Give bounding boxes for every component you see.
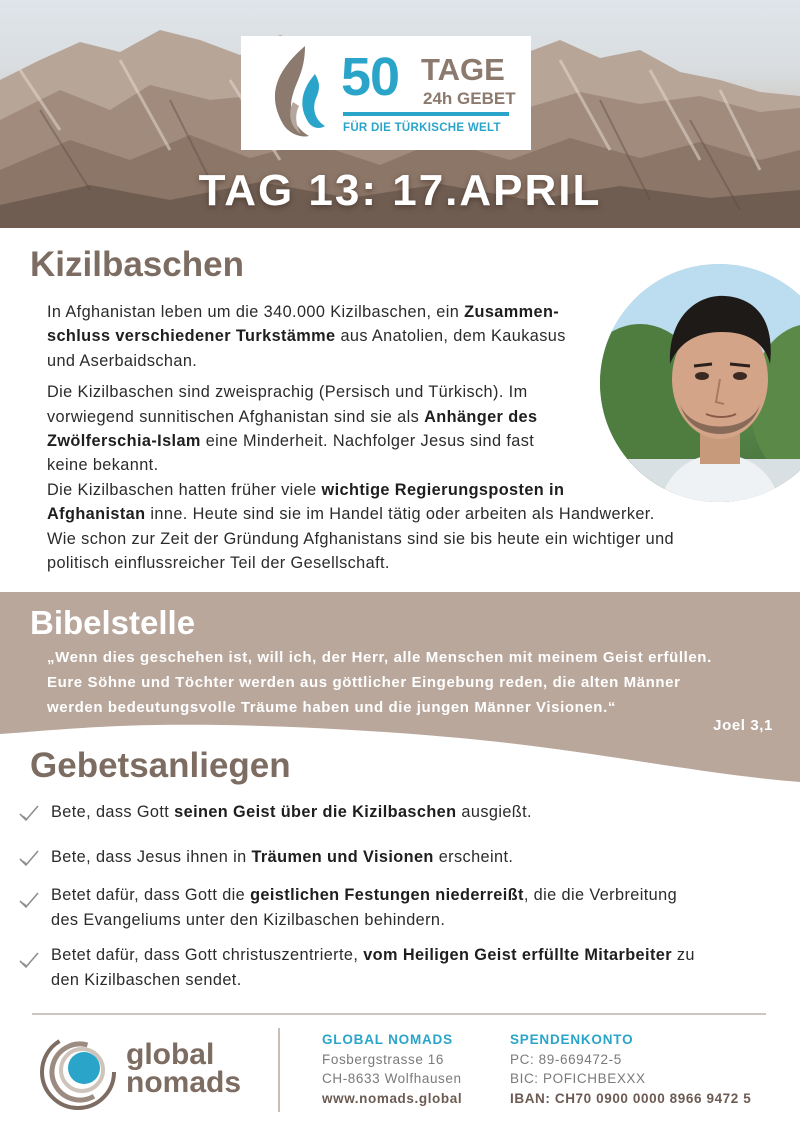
bible-quote	[47, 645, 797, 720]
checkmark-icon	[18, 849, 40, 867]
bold-span: Afghanistan	[47, 505, 146, 524]
text-span: Bete, dass Jesus ihnen in	[51, 848, 252, 866]
bible-reference: Joel 3,1	[713, 717, 773, 734]
bold-span: Zusammen-	[464, 303, 560, 321]
donation-pc: PC: 89-669472-5	[510, 1051, 622, 1067]
donation-heading: SPENDENKONTO	[510, 1032, 634, 1047]
logo-subtitle: FÜR DIE TÜRKISCHE WELT	[343, 122, 501, 134]
org-heading: GLOBAL NOMADS	[322, 1032, 453, 1047]
logo-number: 50	[341, 47, 400, 107]
checkmark-icon	[18, 891, 40, 909]
brand-word-global: global	[126, 1038, 215, 1071]
text-span: Die Kizilbaschen hatten früher viele	[47, 480, 322, 499]
day-title: TAG 13: 17.APRIL	[198, 166, 602, 215]
bold-span: Träumen und Visionen	[251, 848, 434, 866]
section-heading-gebetsanliegen: Gebetsanliegen	[30, 746, 291, 785]
logo-divider	[343, 112, 509, 116]
footer-donation-column	[510, 1030, 751, 1108]
text-span: den Kizilbaschen sendet.	[51, 971, 242, 989]
section1-body	[47, 300, 674, 575]
bible-heading: Bibelstelle	[30, 604, 196, 641]
flame-icon	[265, 44, 331, 140]
text-span: Die Kizilbaschen sind zweisprachig (Persisch und Türkisch). Im	[47, 383, 528, 402]
bold-span: wichtige Regierungsposten in	[321, 480, 565, 499]
text-span: und Aserbaidschan.	[47, 351, 198, 370]
paragraph-1	[47, 300, 617, 373]
bold-span: schluss verschiedener Turkstämme	[47, 327, 336, 346]
bold-span: Anhänger des	[424, 407, 538, 426]
bold-span: vom Heiligen Geist erfüllte Mitarbeiter	[363, 946, 672, 964]
footer-divider	[32, 1013, 766, 1015]
global-nomads-logo-icon	[40, 1032, 120, 1112]
text-span: keine bekannt.	[47, 456, 159, 475]
checkmark-icon	[18, 804, 40, 822]
portrait-photo	[600, 264, 800, 502]
text-span: Bete, dass Gott	[51, 803, 175, 821]
org-street: Fosbergstrasse 16	[322, 1051, 445, 1067]
quote-line: „Wenn dies geschehen ist, will ich, der Herr, alle Menschen mit meinem Geist erfüllen.	[47, 649, 712, 666]
brand-word-nomads: nomads	[126, 1066, 242, 1099]
logo-tage: TAGE	[421, 52, 505, 87]
text-span: Betet dafür, dass Gott christuszentrierte,	[51, 946, 364, 964]
text-span: Betet dafür, dass Gott die	[51, 886, 251, 904]
text-span: aus Anatolien, dem Kaukasus	[335, 327, 566, 346]
text-span: erscheint.	[433, 848, 514, 866]
logo-gebet: 24h GEBET	[423, 89, 516, 108]
text-span: vorwiegend sunnitischen Afghanistan sind sie als	[47, 407, 425, 426]
donation-iban: IBAN: CH70 0900 0000 8966 9472 5	[510, 1090, 752, 1106]
text-span: des Evangeliums unter den Kizilbaschen behindern.	[51, 911, 446, 929]
checkmark-icon	[18, 951, 40, 969]
header-banner	[0, 0, 800, 228]
quote-line: Eure Söhne und Töchter werden aus göttlicher Eingebung reden, die alten Männer	[47, 674, 681, 691]
text-span: Wie schon zur Zeit der Gründung Afghanistans sind sie bis heute ein wichtiger und	[47, 529, 674, 548]
org-city: CH-8633 Wolfhausen	[322, 1071, 462, 1086]
text-span: zu	[671, 946, 695, 964]
org-website-link[interactable]: www.nomads.global	[322, 1090, 463, 1106]
text-span: inne. Heute sind sie im Handel tätig oder arbeiten als Handwerker.	[145, 505, 655, 524]
text-span: eine Minderheit. Nachfolger Jesus sind fast	[200, 432, 535, 451]
section-heading-kizilbaschen: Kizilbaschen	[30, 245, 244, 284]
text-span: In Afghanistan leben um die 340.000 Kizilbaschen, ein	[47, 303, 465, 321]
donation-bic: BIC: POFICHBEXXX	[510, 1071, 646, 1086]
bold-span: seinen Geist über die Kizilbaschen	[174, 803, 457, 821]
footer-org-column	[322, 1030, 462, 1108]
campaign-logo	[241, 36, 531, 150]
footer-vertical-divider	[278, 1028, 280, 1112]
text-span: politisch einflussreicher Teil der Gesellschaft.	[47, 554, 390, 573]
paragraph-2	[47, 380, 617, 478]
text-span: ausgießt.	[456, 803, 532, 821]
paragraph-3	[47, 478, 767, 576]
bold-span: geistlichen Festungen niederreißt	[250, 886, 524, 904]
text-span: , die die Verbreitung	[523, 886, 678, 904]
bold-span: Zwölferschia-Islam	[47, 432, 201, 451]
quote-line: werden bedeutungsvolle Träume haben und die jungen Männer Visionen.“	[47, 699, 616, 716]
man-portrait-image	[600, 264, 800, 502]
